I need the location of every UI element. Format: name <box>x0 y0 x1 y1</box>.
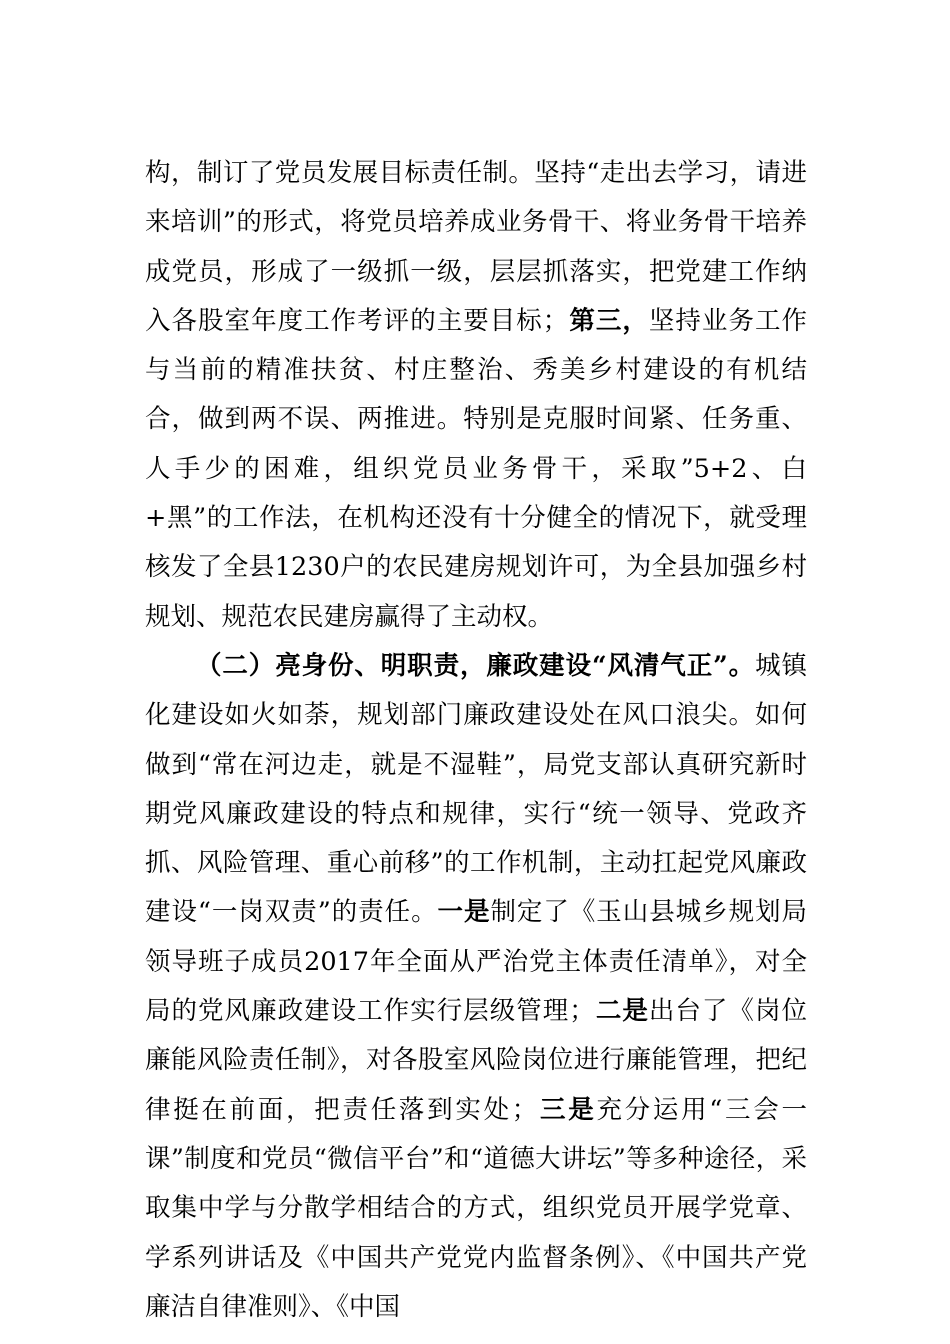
paragraph-1-text: 构，制订了党员发展目标责任制。坚持“走出去学习，请进来培训”的形式，将党员培养成业务骨干、将业务骨干培养成党员，形成了一级抓一级，层层抓落实，把党建工作纳入各股室年度工作考评的主要目标； <box>145 158 807 336</box>
paragraph-2 <box>145 642 807 1332</box>
section-heading: （二）亮身份、明职责，廉政建设“风清气正”。 <box>196 650 756 681</box>
paragraph-2-emphasis-second: 二是 <box>594 996 649 1027</box>
paragraph-1-text-cont: 坚持业务工作与当前的精准扶贫、村庄整治、秀美乡村建设的有机结合，做到两不误、两推进。特别是克服时间紧、任务重、人手少的困难，组织党员业务骨干，采取”5+2、白+黑”的工作法，在机构还没有十分健全的情况下，就受理核发了全县1230户的农民建房规划许可，为全县加强乡村规划、规范农民建房赢得了主动权。 <box>145 305 807 632</box>
paragraph-2-text-first: 制定了《玉山县城乡规划局领导班子成员2017年全面从严治党主体责任清单》，对全局的党风廉政建设工作实行层级管理； <box>145 897 807 1027</box>
paragraph-2-emphasis-third: 三是 <box>537 1094 597 1125</box>
paragraph-1-emphasis-third: 第三， <box>568 305 649 336</box>
paragraph-2-emphasis-first: 一是 <box>437 897 491 928</box>
paragraph-2-text: 城镇化建设如火如荼，规划部门廉政建设处在风口浪尖。如何做到“常在河边走，就是不湿鞋”，局党支部认真研究新时期党风廉政建设的特点和规律，实行“统一领导、党政齐抓、风险管理、重心前移”的工作机制，主动扛起党风廉政建设“一岗双责”的责任。 <box>145 650 807 928</box>
paragraph-2-text-third: 充分运用“三会一课”制度和党员“微信平台”和“道德大讲坛”等多种途径，采取集中学与分散学相结合的方式，组织党员开展学党章、学系列讲话及《中国共产党党内监督条例》、《中国共产党廉洁自律准则》、《中国 <box>145 1094 807 1322</box>
paragraph-2-text-second: 出台了《岗位廉能风险责任制》，对各股室风险岗位进行廉能管理，把纪律挺在前面，把责任落到实处； <box>145 996 807 1125</box>
document-page <box>145 149 807 1332</box>
paragraph-1 <box>145 149 807 642</box>
